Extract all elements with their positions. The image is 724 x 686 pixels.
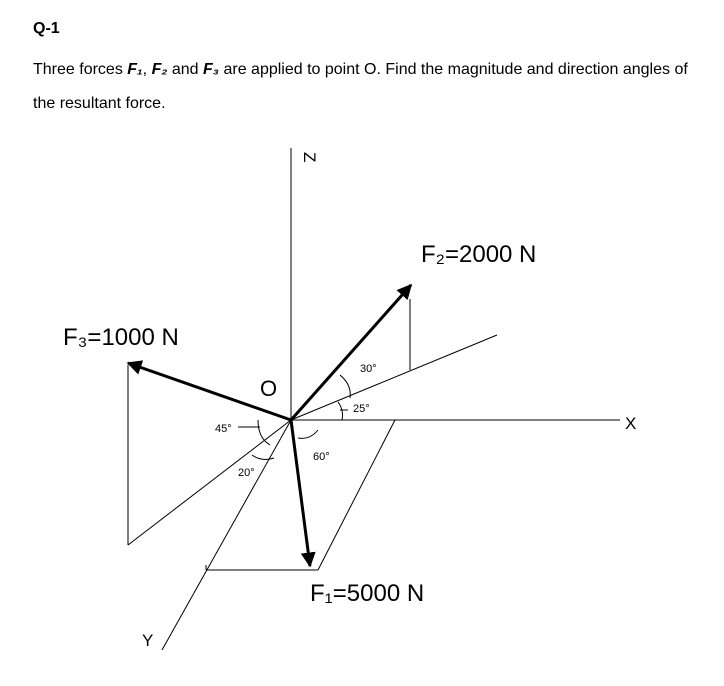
question-text-start: Three forces (33, 61, 128, 78)
angle-45-label: 45° (215, 423, 232, 435)
force-f2-symbol: F₂ (151, 61, 168, 78)
force-f1-arrow (291, 420, 310, 566)
angle-arc-25 (338, 402, 343, 420)
force-f2-arrow (291, 285, 411, 420)
angle-25-label: 25° (353, 403, 370, 415)
f1-parallelogram-right (318, 420, 395, 570)
axis-x-label: X (625, 414, 637, 433)
angle-arc-30 (340, 375, 350, 398)
question-text-end: are applied to point O. Find the magnitude and direction angles of the resultant force. (33, 61, 688, 112)
force-f3-symbol: F₃ (203, 61, 220, 78)
axis-z-label: Z (300, 152, 319, 163)
angle-20-label: 20° (238, 467, 255, 479)
question-text: Three forces F₁, F₂ and F₃ are applied to point O. Find the magnitude and direction angles of the resultant force. (33, 61, 688, 112)
angle-30-label: 30° (360, 363, 377, 375)
y-axis (162, 420, 291, 650)
force-f1-label: F₁=5000 N (310, 580, 425, 607)
force-f1-symbol: F₁ (127, 61, 143, 78)
force-f3-label: F₃=1000 N (63, 324, 179, 351)
f3-projection-line (128, 420, 291, 545)
f2-projection-line (291, 335, 497, 420)
force-f2-label: F₂=2000 N (421, 241, 537, 268)
question-number: Q-1 (33, 20, 60, 37)
angle-arc-60 (298, 430, 318, 438)
angle-60-label: 60° (313, 451, 330, 463)
origin-label: O (260, 376, 278, 401)
axis-y-label: Y (142, 631, 154, 650)
